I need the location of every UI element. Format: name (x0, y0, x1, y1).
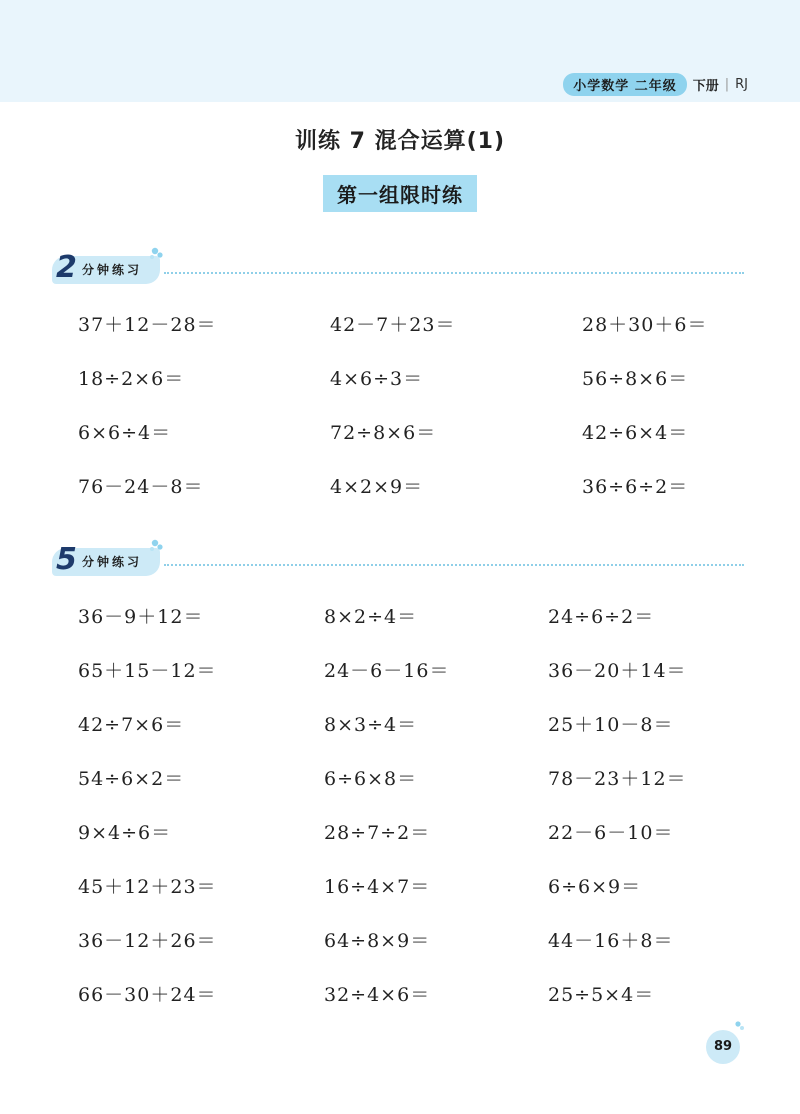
exercise-row (0, 364, 800, 394)
section-label: 分钟练习 (82, 555, 143, 569)
exercise-row (0, 818, 800, 848)
exercise-item: 42－7＋23＝ (330, 314, 456, 336)
exercise-item: 37＋12－28＝ (78, 314, 217, 336)
exercise-row (0, 710, 800, 740)
exercise-item: 36÷6÷2＝ (582, 476, 689, 498)
exercise-row (0, 310, 800, 340)
section-header-5min (52, 542, 752, 582)
exercise-row (0, 980, 800, 1010)
exercise-item: 42÷7×6＝ (78, 714, 185, 736)
exercise-item: 45＋12＋23＝ (78, 876, 217, 898)
exercise-item: 4×6÷3＝ (330, 368, 424, 390)
exercise-item: 24÷6÷2＝ (548, 606, 655, 628)
section-header-2min (52, 250, 752, 290)
exercise-item: 76－24－8＝ (78, 476, 204, 498)
exercise-item: 8×2÷4＝ (324, 606, 418, 628)
exercise-row (0, 418, 800, 448)
exercise-item: 16÷4×7＝ (324, 876, 431, 898)
exercise-item: 4×2×9＝ (330, 476, 424, 498)
exercise-item: 28÷7÷2＝ (324, 822, 431, 844)
exercise-row (0, 926, 800, 956)
term-label: 下册 (692, 78, 719, 94)
exercise-item: 6÷6×8＝ (324, 768, 418, 790)
subject-badge: 小学数学 二年级 (563, 73, 687, 96)
section-divider (164, 272, 744, 274)
page-number: 89 (706, 1030, 740, 1064)
exercise-item: 56÷8×6＝ (582, 368, 689, 390)
exercise-item: 25＋10－8＝ (548, 714, 674, 736)
exercise-row (0, 602, 800, 632)
exercise-row (0, 472, 800, 502)
exercise-item: 18÷2×6＝ (78, 368, 185, 390)
exercise-item: 78－23＋12＝ (548, 768, 687, 790)
exercise-item: 24－6－16＝ (324, 660, 450, 682)
exercise-item: 66－30＋24＝ (78, 984, 217, 1006)
exercise-item: 72÷8×6＝ (330, 422, 437, 444)
exercise-item: 28＋30＋6＝ (582, 314, 708, 336)
edition-label: RJ (735, 76, 748, 92)
page-title: 训练 7 混合运算(1) (294, 129, 506, 154)
exercise-row (0, 872, 800, 902)
exercise-item: 22－6－10＝ (548, 822, 674, 844)
section-number: 5 (56, 542, 77, 577)
exercise-item: 42÷6×4＝ (582, 422, 689, 444)
exercise-item: 36－12＋26＝ (78, 930, 217, 952)
exercise-item: 36－20＋14＝ (548, 660, 687, 682)
section-divider (164, 564, 744, 566)
section-label: 分钟练习 (82, 263, 143, 277)
sparkle-icon (146, 538, 164, 556)
exercise-item: 6÷6×9＝ (548, 876, 642, 898)
exercise-item: 25÷5×4＝ (548, 984, 655, 1006)
exercise-item: 54÷6×2＝ (78, 768, 185, 790)
sparkle-icon (146, 246, 164, 264)
subtitle-wrap (0, 175, 800, 212)
section-number: 2 (56, 250, 77, 285)
sparkle-icon (731, 1020, 745, 1034)
exercise-item: 64÷8×9＝ (324, 930, 431, 952)
exercise-item: 8×3÷4＝ (324, 714, 418, 736)
exercise-row (0, 764, 800, 794)
exercise-item: 6×6÷4＝ (78, 422, 172, 444)
exercise-item: 9×4÷6＝ (78, 822, 172, 844)
page-subtitle: 第一组限时练 (323, 175, 477, 212)
exercise-item: 32÷4×6＝ (324, 984, 431, 1006)
header-separator: | (724, 76, 730, 92)
exercise-item: 44－16＋8＝ (548, 930, 674, 952)
exercise-item: 36－9＋12＝ (78, 606, 204, 628)
book-info (563, 73, 748, 95)
exercise-item: 65＋15－12＝ (78, 660, 217, 682)
exercise-row (0, 656, 800, 686)
